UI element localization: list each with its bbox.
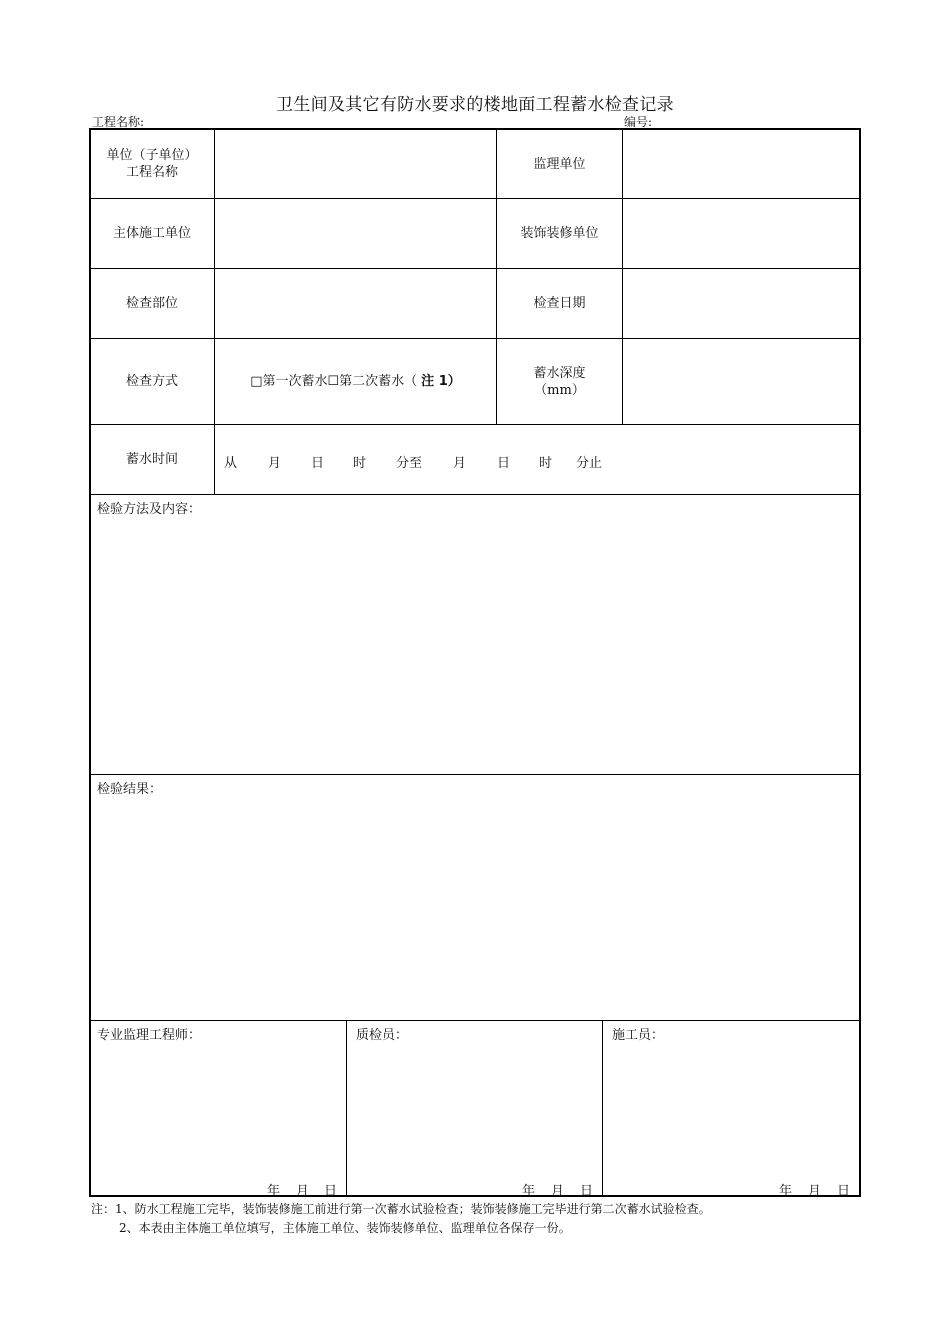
result-field[interactable] <box>90 796 860 1019</box>
time-minute-end: 分止 <box>576 456 603 471</box>
inspector-date-month: 月 <box>551 1184 565 1199</box>
inspection-method-options[interactable] <box>215 339 496 424</box>
number-label: 编号: <box>624 115 653 129</box>
inspector-date-year: 年 <box>522 1184 536 1199</box>
water-depth-field[interactable] <box>623 339 860 424</box>
unit-name-label <box>90 130 214 198</box>
unit-name-field[interactable] <box>215 130 496 198</box>
water-depth-label-line1: 蓄水深度 <box>533 365 586 381</box>
constructor-date-month: 月 <box>808 1184 822 1199</box>
inspector-date-day: 日 <box>580 1184 594 1199</box>
supervisor-label: 专业监理工程师： <box>97 1028 202 1043</box>
time-minute-to: 分至 <box>396 456 423 471</box>
water-depth-label <box>497 339 622 424</box>
constructor-signature-field[interactable] <box>603 1042 860 1177</box>
supervisor-date-year: 年 <box>267 1184 281 1199</box>
inspection-method-label: 检查方式 <box>125 374 178 389</box>
unit-name-label-line1: 单位（子单位） <box>106 148 198 163</box>
note-line-1: 注：1、防水工程施工完毕，装饰装修施工前进行第一次蓄水试验检查；装饰装修施工完毕进行第二次蓄水试验检查。 <box>91 1202 711 1216</box>
main-construction-field[interactable] <box>215 199 496 268</box>
supervisor-date-month: 月 <box>296 1184 310 1199</box>
water-depth-label-line2: （mm） <box>534 382 585 398</box>
time-from: 从 <box>224 456 238 471</box>
time-hour-end: 时 <box>539 456 553 471</box>
decoration-unit-label: 装饰装修单位 <box>520 226 599 241</box>
row-divider <box>90 774 860 775</box>
time-month-end: 月 <box>453 456 467 471</box>
constructor-date-year: 年 <box>779 1184 793 1199</box>
inspection-date-field[interactable] <box>623 269 860 338</box>
inspection-method-note: 注 1） <box>421 374 461 389</box>
water-time-label: 蓄水时间 <box>125 452 178 467</box>
supervision-unit-label: 监理单位 <box>533 156 586 172</box>
method-content-label: 检验方法及内容： <box>97 502 202 517</box>
supervisor-date-day: 日 <box>324 1184 338 1199</box>
inspection-part-label: 检查部位 <box>125 296 178 311</box>
row-divider <box>90 494 860 495</box>
method-content-field[interactable] <box>90 516 860 773</box>
quality-inspector-label: 质检员： <box>356 1028 409 1043</box>
unit-name-label-line2: 工程名称 <box>125 165 178 180</box>
result-label: 检验结果： <box>97 782 163 797</box>
time-hour-start: 时 <box>353 456 367 471</box>
time-day-start: 日 <box>311 456 325 471</box>
decoration-unit-field[interactable] <box>623 199 860 268</box>
supervision-unit-field[interactable] <box>623 130 860 198</box>
row-divider <box>90 1020 860 1021</box>
form-title: 卫生间及其它有防水要求的楼地面工程蓄水检查记录 <box>276 95 674 115</box>
main-construction-label: 主体施工单位 <box>112 226 191 241</box>
note-line-2: 2、本表由主体施工单位填写，主体施工单位、装饰装修单位、监理单位各保存一份。 <box>119 1221 571 1235</box>
inspection-part-field[interactable] <box>215 269 496 338</box>
time-day-end: 日 <box>497 456 511 471</box>
inspection-method-value: □第一次蓄水☐第二次蓄水（ <box>250 374 418 389</box>
time-month-start: 月 <box>268 456 282 471</box>
project-name-label: 工程名称: <box>92 115 145 129</box>
inspection-date-label: 检查日期 <box>533 296 586 311</box>
constructor-date-day: 日 <box>837 1184 851 1199</box>
supervisor-signature-field[interactable] <box>90 1042 346 1177</box>
quality-inspector-signature-field[interactable] <box>347 1042 602 1177</box>
constructor-label: 施工员： <box>612 1028 665 1043</box>
